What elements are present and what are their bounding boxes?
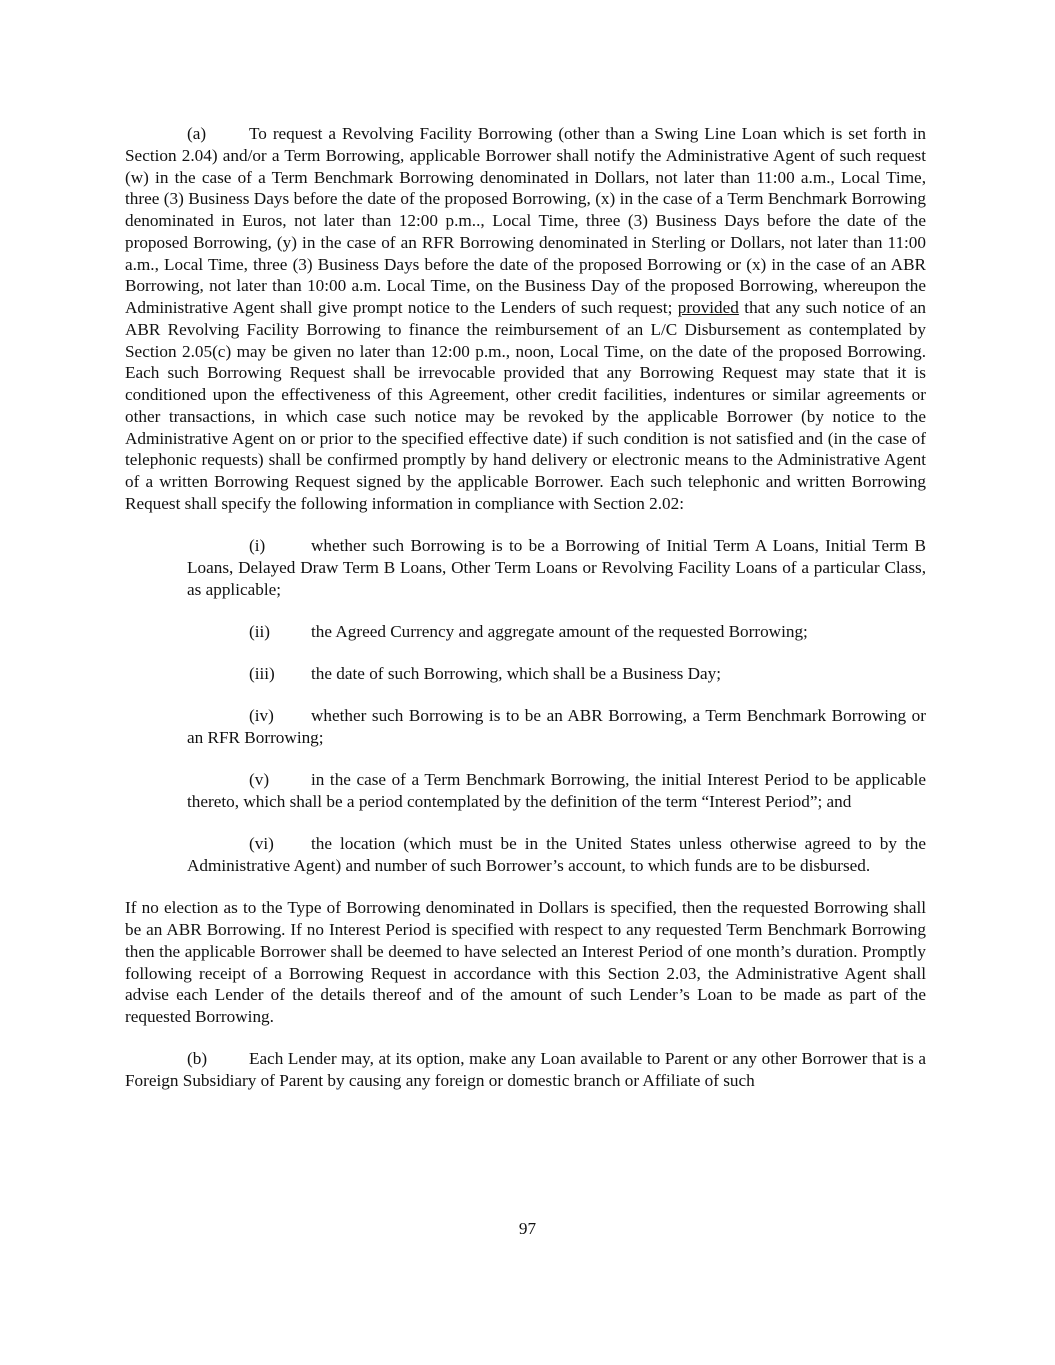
list-item-text: whether such Borrowing is to be an ABR Borrowing, a Term Benchmark Borrowing or an RFR Borrowing;: [187, 706, 926, 747]
list-item-label: (ii): [249, 621, 270, 641]
list-item-label: (iv): [249, 706, 274, 726]
paragraph-a: [125, 123, 926, 515]
list-item-text: whether such Borrowing is to be a Borrowing of Initial Term A Loans, Initial Term B Loans, Delayed Draw Term B Loans, Other Term Loans or Revolving Facility Loans of a particular Class, as applicable;: [187, 536, 926, 599]
list-item: [187, 621, 926, 643]
underlined-term-provided: provided: [677, 298, 739, 317]
document-body: [125, 123, 926, 1092]
page-number: 97: [518, 1219, 537, 1238]
list-item-text: the date of such Borrowing, which shall be a Business Day;: [311, 664, 722, 683]
paragraph-label: (a): [187, 124, 207, 143]
paragraph-text-continued: that any such notice of an ABR Revolving Facility Borrowing to finance the reimbursement of an L/C Disbursement as contemplated by Section 2.05(c) may be given no later than 12:00 p.m., noon, Local Time, on the date of the proposed Borrowing. Each such Borrowing Request shall be irrevocable provided that any Borrowing Request may state that it is conditioned upon the effectiveness of this Agreement, other credit facilities, indentures or similar agreements or other transactions, in which case such notice may be revoked by the applicable Borrower (by notice to the Administrative Agent on or prior to the specified effective date) if such condition is not satisfied and (in the case of telephonic requests) shall be confirmed promptly by hand delivery or electronic means to the Administrative Agent of a written Borrowing Request signed by the applicable Borrower. Each such telephonic and written Borrowing Request shall specify the following information in compliance with Section 2.02:: [125, 298, 926, 513]
paragraph-text: Each Lender may, at its option, make any Loan available to Parent or any other Borrower that is a Foreign Subsidiary of Parent by causing any foreign or domestic branch or Affiliate of such: [125, 1049, 926, 1090]
paragraph-label: (b): [187, 1049, 208, 1069]
paragraph-b: [125, 1048, 926, 1092]
list-item-label: (iii): [249, 664, 275, 683]
list-item-text: in the case of a Term Benchmark Borrowing, the initial Interest Period to be applicable thereto, which shall be a period contemplated by the definition of the term “Interest Period”; and: [187, 770, 926, 811]
list-item: [187, 705, 926, 749]
paragraph-default-election: If no election as to the Type of Borrowing denominated in Dollars is specified, then the requested Borrowing shall be an ABR Borrowing. If no Interest Period is specified with respect to any requested Term Benchmark Borrowing then the applicable Borrower shall be deemed to have selected an Interest Period of one month’s duration. Promptly following receipt of a Borrowing Request in accordance with this Section 2.03, the Administrative Agent shall advise each Lender of the details thereof and of the amount of such Lender’s Loan to be made as part of the requested Borrowing.: [125, 898, 926, 1026]
paragraph-text: To request a Revolving Facility Borrowing (other than a Swing Line Loan which is set forth in Section 2.04) and/or a Term Borrowing, applicable Borrower shall notify the Administrative Agent of such request (w) in the case of a Term Benchmark Borrowing denominated in Dollars, not later than 11:00 a.m., Local Time, three (3) Business Days before the date of the proposed Borrowing, (x) in the case of a Term Benchmark Borrowing denominated in Euros, not later than 12:00 p.m.., Local Time, three (3) Business Days before the date of the proposed Borrowing, (y) in the case of an RFR Borrowing denominated in Sterling or Dollars, not later than 11:00 a.m., Local Time, three (3) Business Days before the date of the proposed Borrowing or (x) in the case of an ABR Borrowing, not later than 10:00 a.m. Local Time, on the Business Day of the proposed Borrowing, whereupon the Administrative Agent shall give prompt notice to the Lenders of such request;: [125, 124, 926, 317]
list-item: [187, 833, 926, 877]
list-item-label: (i): [249, 536, 266, 555]
list-item: [187, 663, 926, 685]
list-item-text: the location (which must be in the United States unless otherwise agreed to by the Administrative Agent) and number of such Borrower’s account, to which funds are to be disbursed.: [187, 834, 926, 875]
list-item-text: the Agreed Currency and aggregate amount of the requested Borrowing;: [311, 621, 808, 641]
list-item: [187, 535, 926, 600]
list-item-label: (v): [249, 770, 270, 790]
list-item-label: (vi): [249, 834, 274, 854]
list-item: [187, 769, 926, 813]
